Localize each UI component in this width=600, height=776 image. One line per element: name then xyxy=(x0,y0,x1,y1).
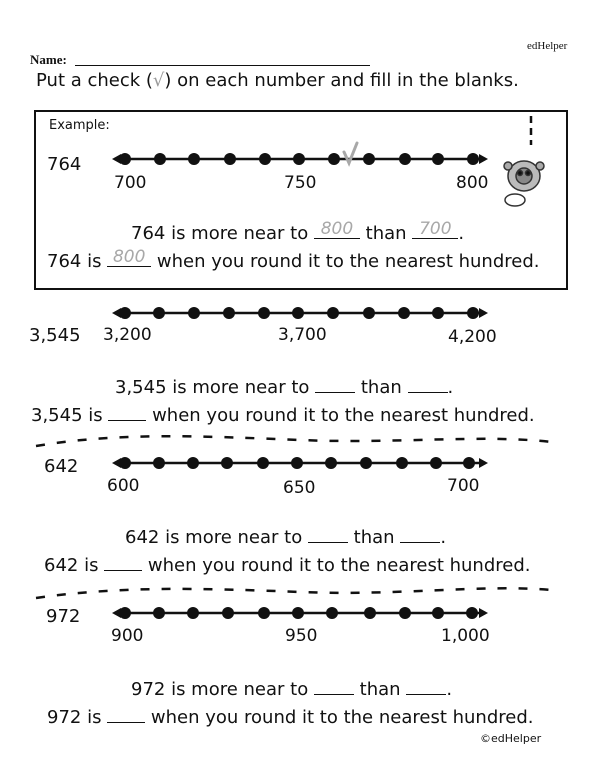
problem-3-tick-label: 950 xyxy=(285,626,318,646)
instructions-text-before: Put a check ( xyxy=(36,70,153,91)
problem-3-number: 972 xyxy=(46,606,81,627)
sentence-text: than xyxy=(359,223,413,244)
problem-1-tick-label: 4,200 xyxy=(448,327,497,347)
brand-label: edHelper xyxy=(527,40,568,52)
sentence-text: than xyxy=(355,377,408,398)
example-tick-label: 800 xyxy=(456,173,489,193)
sentence-text: 642 is more near to xyxy=(125,527,308,548)
answer-blank[interactable] xyxy=(107,704,145,723)
answer-blank[interactable] xyxy=(406,676,446,695)
sentence-text: when you round it to the nearest hundred. xyxy=(145,707,534,728)
sentence-text: 972 is xyxy=(47,707,108,728)
filled-answer: 800 xyxy=(112,247,146,267)
sentence-text: . xyxy=(447,377,454,398)
example-tick-label: 700 xyxy=(114,173,147,193)
problem-3-sentence-1 xyxy=(131,676,452,700)
name-label: Name: xyxy=(30,52,67,67)
sentence-text: than xyxy=(347,527,401,548)
example-number: 764 xyxy=(47,154,82,175)
sentence-text: when you round it to the nearest hundred. xyxy=(146,405,535,426)
right-arrow-icon xyxy=(479,608,488,618)
filled-answer: 800 xyxy=(320,219,354,239)
sentence-text: . xyxy=(446,679,453,700)
filled-answer: 700 xyxy=(419,219,452,239)
example-tick-label: 750 xyxy=(284,173,317,193)
sentence-text: than xyxy=(353,679,407,700)
instructions-text-after: ) on each number and fill in the blanks. xyxy=(164,70,519,91)
sentence-text: 764 is xyxy=(47,251,108,272)
copyright: ©edHelper xyxy=(480,732,542,745)
example-label: Example: xyxy=(49,118,110,133)
problem-2-tick-label: 650 xyxy=(283,478,316,498)
problem-1-tick-label: 3,700 xyxy=(278,325,327,345)
sentence-text: 972 is more near to xyxy=(131,679,314,700)
sentence-text: when you round it to the nearest hundred. xyxy=(142,555,531,576)
sentence-text: . xyxy=(458,223,465,244)
sentence-text: when you round it to the nearest hundred. xyxy=(151,251,540,272)
sentence-text: 642 is xyxy=(44,555,105,576)
problem-2-tick-label: 600 xyxy=(107,476,140,496)
check-icon: √ xyxy=(152,70,165,91)
sentence-text: 764 is more near to xyxy=(131,223,314,244)
problem-3-tick-label: 900 xyxy=(111,626,144,646)
problem-3-sentence-2 xyxy=(47,704,533,728)
sentence-text: 3,545 is xyxy=(31,405,109,426)
problem-3-tick-label: 1,000 xyxy=(441,626,490,646)
problem-2-number: 642 xyxy=(44,456,79,477)
sentence-text: 3,545 is more near to xyxy=(115,377,316,398)
answer-blank[interactable] xyxy=(314,676,354,695)
sentence-text: . xyxy=(440,527,447,548)
problem-1-tick-label: 3,200 xyxy=(103,325,152,345)
problem-1-number: 3,545 xyxy=(29,325,81,346)
problem-2-tick-label: 700 xyxy=(447,476,480,496)
